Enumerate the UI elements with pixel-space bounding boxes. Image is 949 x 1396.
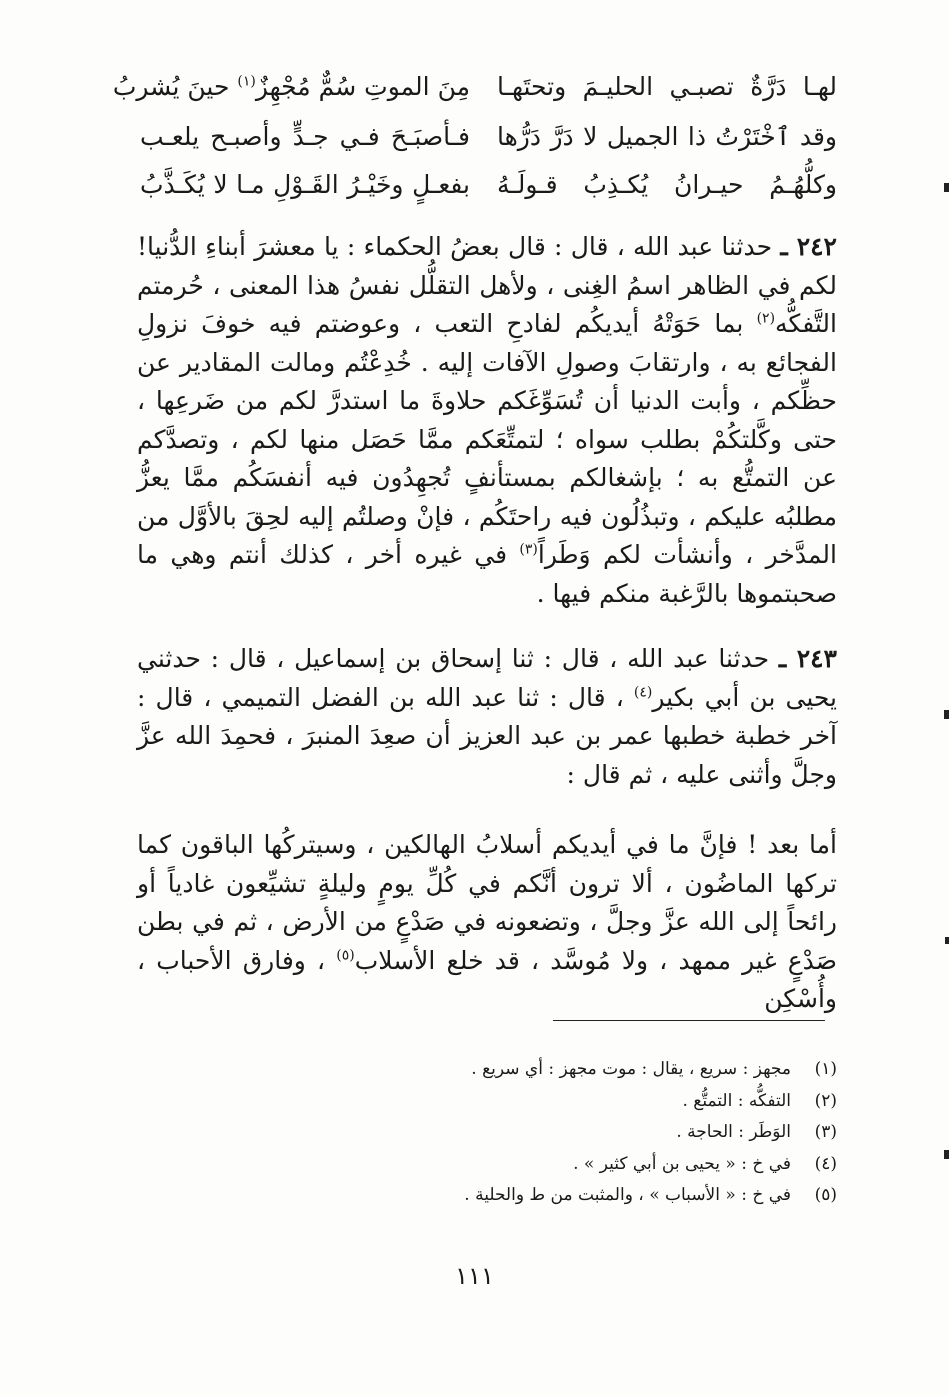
page-number: ١١١ xyxy=(455,1262,494,1290)
footnotes xyxy=(377,1054,837,1212)
verse-second-hemistich: فـأصبَـحَ فـي جـدٍّ وأصبـح يلعـب xyxy=(140,122,470,151)
footnote: (٤) في خ : « يحيى بن أبي كثير » . xyxy=(573,1153,837,1174)
verse-second-hemistich: مِنَ الموتِ سُمٌّ مُجْهِزٌ$^{(١)}$ حينَ يُشربُ xyxy=(112,72,470,101)
scan-mark xyxy=(944,1150,949,1159)
footnote-separator xyxy=(553,1020,825,1021)
footnote-ref[interactable]: (٣) xyxy=(519,541,538,558)
scan-mark xyxy=(945,937,949,944)
verse-second-hemistich: بفعـلٍ وخَيْـرُ القَـوْلِ مـا لا يُكَـذَّبُ xyxy=(140,170,470,199)
footnote: (٣) الوَطَر : الحاجة . xyxy=(676,1122,837,1142)
verse-line xyxy=(140,122,837,164)
footnote-ref[interactable]: (٤) xyxy=(633,684,653,701)
paragraph-number: ٢٤٣ ـ xyxy=(778,644,837,673)
footnote: (٢) التفكُّه : التمتُّع . xyxy=(682,1090,837,1111)
scan-mark xyxy=(944,183,949,192)
paragraph-242: ٢٤٢ ـ حدثنا عبد الله ، قال : قال بعضُ الحكماء : يا معشرَ أبناءِ الدُّنيا! لكم في الظاهر اسمُ الغِنى ، ولأهل التقلُّل نفسُ هذا المعنى ، حُرمتم التَّفكُّه$^{(٢)}$ بما حَوَتْهُ أيديكُم لفادحِ التعب ، وعوضتم فيه خوفَ نزولِ الفجائع به ، وارتقابَ وصولِ الآفات إليه . خُدِعْتُم ومالت المقادير عن حظِّكم ، وأبت الدنيا أن تُسَوِّغَكم حلاوةَ ما استدرَّ لكم من ضَرعِها ، حتى وكَّلتكُمْ بطلب سواه ؛ لتمتِّعَكم ممَّا حَصَل منها لكم ، وتصدَّكم عن التمتُّع به ؛ بإشغالكم بمستأنفٍ تُجهِدُون فيه أنفسَكُم ممَّا يعزُّ مطلبُه عليكم ، وتبذُلُون فيه راحتَكُم ، فإنْ وصلتُم إليه لحِقَ بالأوَّل من المدَّخر ، وأنشأت لكم وَطَراً$^{(٣)}$ في غيره أخر ، كذلك أنتم وهي ما صحبتموها بالرَّغبة منكم فيها . xyxy=(137,232,837,608)
verse-first-hemistich: لهـا دَرَّةٌ تصبـي الحليـمَ وتحتَهـا xyxy=(497,72,837,101)
verse-line xyxy=(140,170,837,212)
footnote: (٥) في خ : « الأسباب » ، والمثبت من ط والحلية . xyxy=(464,1185,837,1205)
footnote-ref[interactable]: (١) xyxy=(237,73,256,90)
footnote: (١) مجهز : سريع ، يقال : موت مجهز : أي سريع . xyxy=(471,1059,837,1079)
verse-line xyxy=(112,72,837,114)
scan-mark xyxy=(944,710,949,719)
footnote-ref[interactable]: (٥) xyxy=(336,947,355,964)
verse-first-hemistich: وكلُّهُـمُ حيـرانُ يُكـذِبُ قـولَـهُ xyxy=(497,170,837,199)
verse-first-hemistich: وقد ٱخْتَرْتُ ذا الجميل لا دَرَّ دَرُّها xyxy=(497,122,837,151)
paragraph-number: ٢٤٢ ـ xyxy=(780,232,837,261)
paragraph-243: ٢٤٣ ـ حدثنا عبد الله ، قال : ثنا إسحاق بن إسماعيل ، قال : حدثني يحيى بن أبي بكير$^{(٤)}$ ، قال : ثنا عبد الله بن الفضل التميمي ، قال : آخر خطبة خطبها عمر بن عبد العزيز أن صعِدَ المنبرَ ، فحمِدَ الله عزَّ وجلَّ وأثنى عليه ، ثم قال : xyxy=(137,644,837,789)
footnote-ref[interactable]: (٢) xyxy=(756,310,776,327)
paragraph-speech: أما بعد ! فإنَّ ما في أيديكم أسلابُ الهالكين ، وسيتركُها الباقون كما تركها الماضُون ، ألا ترون أنَّكم في كُلِّ يومٍ وليلةٍ تشيِّعون غادياً أو رائحاً إلى الله عزَّ وجلَّ ، وتضعونه في صَدْعٍ من الأرض ، ثم في بطن صَدْعٍ غير ممهد ، ولا مُوسَّد ، قد خلع الأسلاب$^{(٥)}$ ، وفارق الأحباب ، وأُسْكِن xyxy=(137,830,837,1013)
